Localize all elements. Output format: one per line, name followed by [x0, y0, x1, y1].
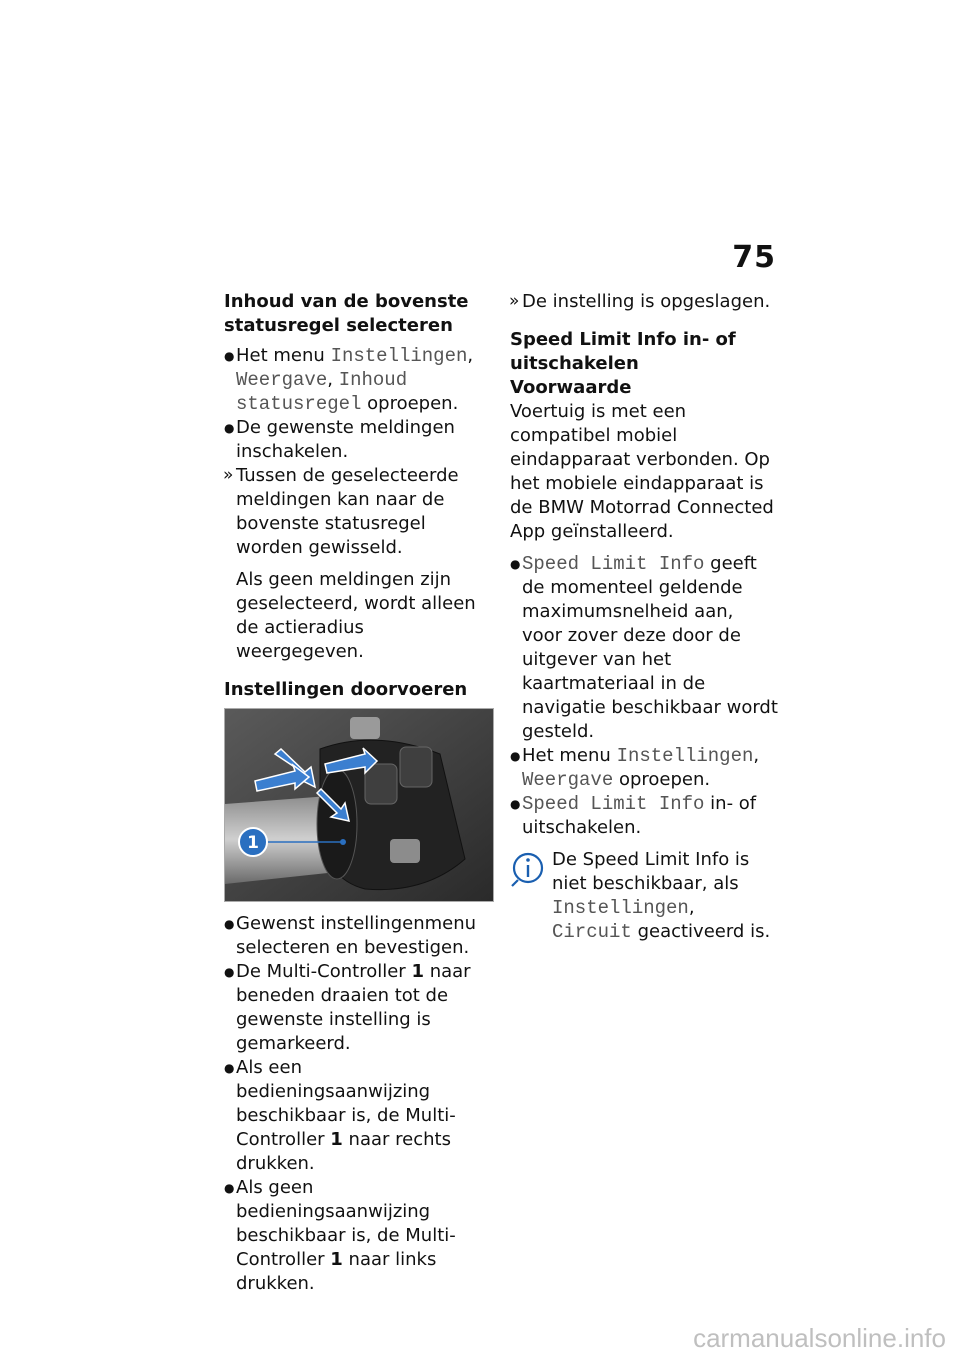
- step-select-menu: ● Gewenst instellingenmenu selecteren en bevestigen.: [224, 912, 492, 960]
- bullet-toggle: ● Speed Limit Info in- of uitschakelen.: [510, 792, 778, 840]
- bullet-speed-limit-info: ● Speed Limit Info geeft de momenteel geldende maximumsnelheid aan, voor zover deze door de uitgever van het kaartmateriaal in de navigatie beschikbaar wordt gesteld.: [510, 552, 778, 744]
- multi-controller-wheel: [317, 769, 357, 879]
- condition-text: Voertuig is met een compatibel mobiel eindapparaat verbonden. Op het mobiele eindapparaat is de BMW Motorrad Connected App geïnstalleerd.: [510, 401, 774, 542]
- heading-statusregel: Inhoud van de bovenste statusregel selecteren: [224, 291, 469, 336]
- bullet-open-menu: ● Het menu Instellingen, Weergave oproepen.: [510, 744, 778, 792]
- heading-instellingen: Instellingen doorvoeren: [224, 679, 468, 700]
- multi-controller-figure: [224, 708, 494, 902]
- step-open-menu: ● Het menu Instellingen, Weergave, Inhoud statusregel oproepen.: [224, 344, 492, 416]
- step-press-right: ● Als een bedieningsaanwijzing beschikbaar is, de Multi-Controller 1 naar rechts drukken.: [224, 1056, 492, 1176]
- heading-speed-limit: Speed Limit Info in- of uitschakelen: [510, 329, 736, 374]
- menu-inhoud-statusregel: Inhoud statusregel: [236, 369, 408, 415]
- top-switch: [350, 717, 380, 739]
- steps-speed-limit: [510, 552, 778, 840]
- steps-statusregel: [224, 344, 492, 664]
- left-column: [224, 290, 492, 1304]
- menu-button: [365, 764, 397, 804]
- page-number: 75: [732, 240, 776, 275]
- step-enable-messages: ● De gewenste meldingen inschakelen.: [224, 416, 492, 464]
- info-note: De Speed Limit Info is niet beschikbaar, als Instellingen, Circuit geactiveerd is.: [510, 848, 778, 944]
- right-column: [510, 290, 778, 944]
- step-turn-controller: ● De Multi-Controller 1 naar beneden draaien tot de gewenste instelling is gemarkeerd.: [224, 960, 492, 1056]
- result-saved: » De instelling is opgeslagen.: [510, 290, 778, 314]
- step-press-left: ● Als geen bedieningsaanwijzing beschikbaar is, de Multi-Controller 1 naar links drukken.: [224, 1176, 492, 1296]
- lower-switch: [390, 839, 420, 863]
- info-icon: [510, 850, 546, 888]
- callout-dot: [340, 839, 346, 845]
- result-switch-messages: » Tussen de geselecteerde meldingen kan naar de bovenste statusregel worden gewisseld. Als geen meldingen zijn geselecteerd, wordt alleen de actieradius weergegeven.: [224, 464, 492, 664]
- callout-label: 1: [247, 833, 259, 853]
- menu-instellingen: Instellingen: [330, 345, 468, 367]
- menu-weergave: Weergave: [236, 369, 328, 391]
- watermark: carmanualsonline.info: [693, 1323, 946, 1353]
- home-button: [400, 747, 432, 787]
- result-note: Als geen meldingen zijn geselecteerd, wordt alleen de actieradius weergegeven.: [236, 569, 476, 662]
- result-saved-list: [510, 290, 778, 314]
- multi-controller-illustration: [225, 709, 493, 901]
- subheading-voorwaarde: Voorwaarde: [510, 377, 632, 398]
- steps-instellingen: [224, 912, 492, 1296]
